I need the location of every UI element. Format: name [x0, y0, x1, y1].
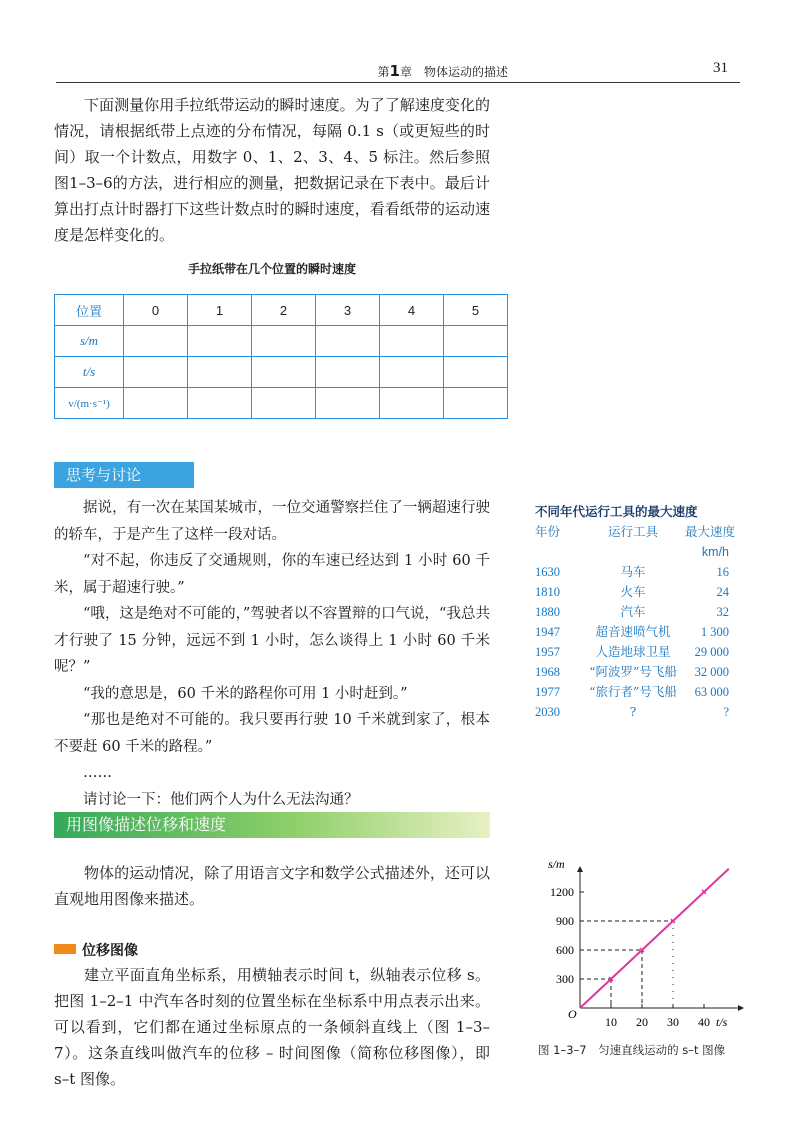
- year: 1630: [535, 565, 560, 579]
- x-tick-label: 40: [698, 1015, 710, 1029]
- position-cell: 4: [380, 295, 444, 326]
- table-header-row: [55, 295, 508, 326]
- year: 1957: [535, 645, 560, 659]
- year: 1880: [535, 605, 560, 619]
- section-intro: 物体的运动情况，除了用语言文字和数学公式描述外，还可以直观地用图像来描述。: [54, 864, 490, 908]
- discussion-paragraph: “我的意思是，60 千米的路程你可用 1 小时赶到。”: [83, 685, 408, 702]
- position-cell: 0: [124, 295, 188, 326]
- speed: 63 000: [694, 685, 729, 699]
- speed: 24: [716, 585, 729, 599]
- figure-caption: 图 1–3–7 匀速直线运动的 s–t 图像: [538, 1043, 726, 1057]
- y-axis-label: s/m: [548, 857, 565, 871]
- col-tool: 运行工具: [607, 524, 658, 539]
- y-axis-arrow: [577, 866, 583, 872]
- section-body: 建立平面直角坐标系，用横轴表示时间 t，纵轴表示位移 s。把图 1–2–1 中汽车各时刻的位置坐标在坐标系中用点表示出来。可以看到，它们都在通过坐标原点的一条倾斜直线上（图 1–3–7）。这条直线叫做汽车的位移 – 时间图像（简称位移图像），即 s–t 图像。: [54, 966, 490, 1088]
- intro-paragraph: 下面测量你用手拉纸带运动的瞬时速度。为了了解速度变化的情况，请根据纸带上点迹的分布情况，每隔 0.1 s（或更短些的时间）取一个计数点，用数字 0、1、2、3、4、5 标注。然后参照图1–3–6的方法，进行相应的测量，把数据记录在下表中。最后计算出打点计时器打下这些计数点时的瞬时速度，看看纸带的运动速度是怎样变化的。: [54, 96, 490, 244]
- x-axis-arrow: [738, 1005, 744, 1011]
- speed: 32 000: [694, 665, 729, 679]
- year: 1977: [535, 685, 560, 699]
- position-cell: 3: [316, 295, 380, 326]
- speed: 16: [716, 565, 729, 579]
- tool: ?: [629, 704, 637, 719]
- speed-table-header: [535, 522, 735, 542]
- year: 1810: [535, 585, 560, 599]
- y-tick-label: 900: [556, 913, 574, 928]
- col-speed: 最大速度: [684, 524, 735, 539]
- origin-label: O: [568, 1007, 577, 1021]
- table-cell: [188, 357, 252, 388]
- y-tick-label: 1200: [550, 884, 574, 899]
- tool: 超音速喷气机: [595, 624, 671, 639]
- tool: 马车: [620, 564, 646, 579]
- table-cell: [444, 388, 508, 419]
- speed: ?: [723, 705, 729, 719]
- x-tick-label: 20: [636, 1015, 648, 1029]
- y-tick-label: 300: [556, 971, 574, 986]
- orange-marker-icon: [54, 944, 76, 954]
- table-cell: [252, 357, 316, 388]
- sidebar-title: 不同年代运行工具的最大速度: [535, 504, 698, 519]
- table-cell: [124, 357, 188, 388]
- measurement-table: [54, 294, 508, 419]
- speed-unit: km/h: [701, 545, 729, 559]
- list-item: [535, 702, 735, 722]
- list-item: [535, 662, 735, 682]
- table-cell: [380, 326, 444, 357]
- table-cell: [380, 388, 444, 419]
- x-axis-label: t/s: [716, 1015, 728, 1029]
- list-item: [535, 602, 735, 622]
- tool: “旅行者”号飞船: [589, 684, 677, 699]
- position-cell: 5: [444, 295, 508, 326]
- table-cell: [444, 357, 508, 388]
- table-cell: [316, 326, 380, 357]
- table-cell: [316, 388, 380, 419]
- discussion-paragraph: ……: [83, 765, 112, 781]
- table-cell: [316, 357, 380, 388]
- table-cell: [124, 326, 188, 357]
- discussion-paragraph: “那也是绝对不可能的。我只要再行驶 10 千米就到家了，根本不要赶 60 千米的路程。”: [54, 712, 490, 755]
- tool: 人造地球卫星: [595, 644, 671, 659]
- discussion-text: [54, 495, 490, 813]
- discussion-paragraph: 据说，有一次在某国某城市，一位交通警察拦住了一辆超速行驶的轿车，于是产生了这样一段对话。: [54, 500, 490, 543]
- discussion-paragraph: “对不起，你违反了交通规则，你的车速已经达到 1 小时 60 千米，属于超速行驶。”: [54, 553, 490, 596]
- table-title: 手拉纸带在几个位置的瞬时速度: [187, 262, 356, 276]
- table-row: [55, 326, 508, 357]
- list-item: [535, 642, 735, 662]
- series-line: [580, 869, 729, 1008]
- page-header: [56, 58, 740, 83]
- x-tick-label: 30: [667, 1015, 679, 1029]
- y-tick-label: 600: [556, 942, 574, 957]
- discussion-paragraph: “哦，这是绝对不可能的，”驾驶者以不容置辩的口气说，“我总共才行驶了 15 分钟，远远不到 1 小时，怎么谈得上 1 小时 60 千米呢？”: [54, 606, 490, 675]
- list-item: [535, 622, 735, 642]
- section-title: 用图像描述位移和速度: [54, 812, 490, 838]
- subsection-heading: [54, 940, 138, 960]
- speed: 32: [716, 605, 729, 619]
- speed: 29 000: [694, 645, 729, 659]
- table-cell: [380, 357, 444, 388]
- row-label: s/m: [55, 326, 124, 357]
- page-number: 31: [713, 60, 728, 76]
- table-row: [55, 388, 508, 419]
- year: 1968: [535, 665, 560, 679]
- subsection-title: 位移图像: [82, 943, 138, 959]
- col-year: 年份: [535, 524, 561, 539]
- discussion-title: 思考与讨论: [54, 462, 194, 488]
- table-cell: [124, 388, 188, 419]
- table-row: [55, 357, 508, 388]
- table-cell: [188, 388, 252, 419]
- tool: 汽车: [620, 604, 646, 619]
- chapter-title: 第1章 物体运动的描述: [377, 62, 508, 80]
- list-item: [535, 562, 735, 582]
- speed: 1 300: [700, 625, 729, 639]
- position-cell: 1: [188, 295, 252, 326]
- speed-unit-row: [535, 542, 735, 562]
- speed-table: [535, 522, 735, 722]
- discussion-banner: [54, 462, 194, 488]
- year: 2030: [535, 705, 560, 719]
- list-item: [535, 582, 735, 602]
- st-graph: [520, 852, 750, 1037]
- tool: “阿波罗”号飞船: [589, 664, 677, 679]
- row-label: v/(m·s⁻¹): [55, 388, 124, 419]
- row-label: t/s: [55, 357, 124, 388]
- x-tick-label: 10: [605, 1015, 617, 1029]
- list-item: [535, 682, 735, 702]
- section-banner: [54, 812, 490, 838]
- table-cell: [252, 388, 316, 419]
- position-cell: 2: [252, 295, 316, 326]
- table-cell: [252, 326, 316, 357]
- year: 1947: [535, 625, 560, 639]
- discussion-question: 请讨论一下：他们两个人为什么无法沟通？: [83, 791, 359, 808]
- table-cell: [444, 326, 508, 357]
- table-cell: [188, 326, 252, 357]
- table-header-label: 位置: [55, 295, 124, 326]
- tool: 火车: [620, 584, 646, 599]
